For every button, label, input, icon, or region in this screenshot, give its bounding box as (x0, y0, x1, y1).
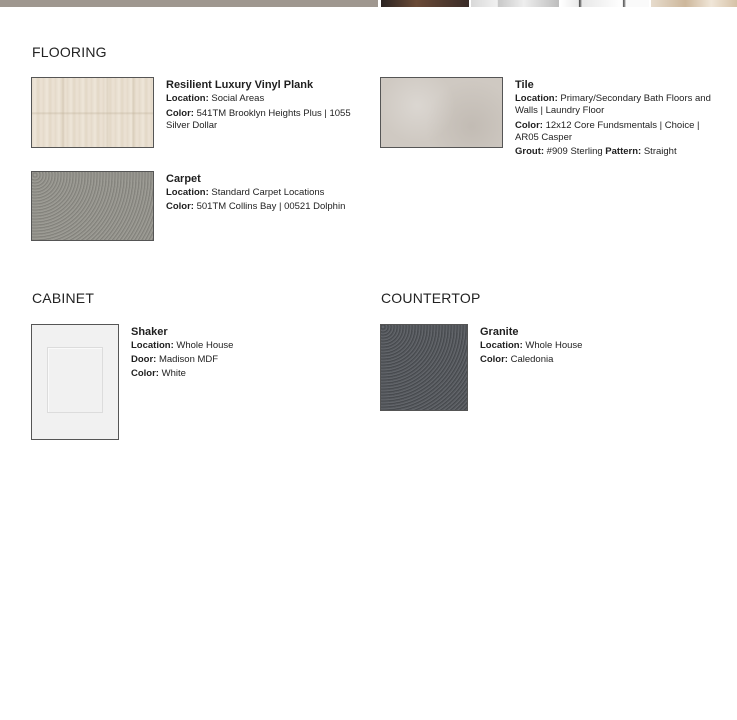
lvp-location: Location: Social Areas (166, 93, 265, 104)
countertop-name: Granite (480, 326, 519, 338)
lvp-color: Color: 541TM Brooklyn Heights Plus | 1055 Silver Dollar (166, 108, 351, 131)
carpet-color: Color: 501TM Collins Bay | 00521 Dolphin (166, 201, 346, 212)
tile-location: Location: Primary/Secondary Bath Floors and Walls | Laundry Floor (515, 93, 711, 116)
cabinet-door: Door: Madison MDF (131, 354, 219, 365)
countertop-swatch (380, 324, 468, 411)
carpet-name: Carpet (166, 173, 201, 185)
lvp-spec (166, 78, 366, 133)
tile-swatch (380, 77, 503, 148)
countertop-location: Location: Whole House (480, 340, 583, 351)
tile-name: Tile (515, 79, 534, 91)
top-photo-strip (0, 0, 737, 7)
header-photo (471, 0, 559, 7)
cabinet-spec (131, 325, 331, 381)
cabinet-door-panel (47, 347, 103, 413)
header-photo (0, 0, 378, 7)
carpet-swatch (31, 171, 154, 241)
cabinet-name: Shaker (131, 326, 168, 338)
countertop-heading: COUNTERTOP (381, 290, 481, 306)
tile-color: Color: 12x12 Core Fundsmentals | Choice | AR05 Casper (515, 120, 700, 143)
header-photo (381, 0, 469, 7)
cabinet-location: Location: Whole House (131, 340, 234, 351)
cabinet-color: Color: White (131, 368, 186, 379)
carpet-location: Location: Standard Carpet Locations (166, 187, 325, 198)
header-photo (561, 0, 649, 7)
tile-grout: Grout: #909 Sterling Pattern: Straight (515, 146, 677, 157)
carpet-spec (166, 172, 366, 214)
cabinet-heading: CABINET (32, 290, 95, 306)
countertop-spec (480, 325, 680, 367)
countertop-color: Color: Caledonia (480, 354, 554, 365)
lvp-name: Resilient Luxury Vinyl Plank (166, 79, 314, 91)
flooring-heading: FLOORING (32, 44, 107, 60)
tile-spec (515, 78, 715, 159)
lvp-swatch (31, 77, 154, 148)
header-photo (651, 0, 737, 7)
cabinet-swatch (31, 324, 119, 440)
